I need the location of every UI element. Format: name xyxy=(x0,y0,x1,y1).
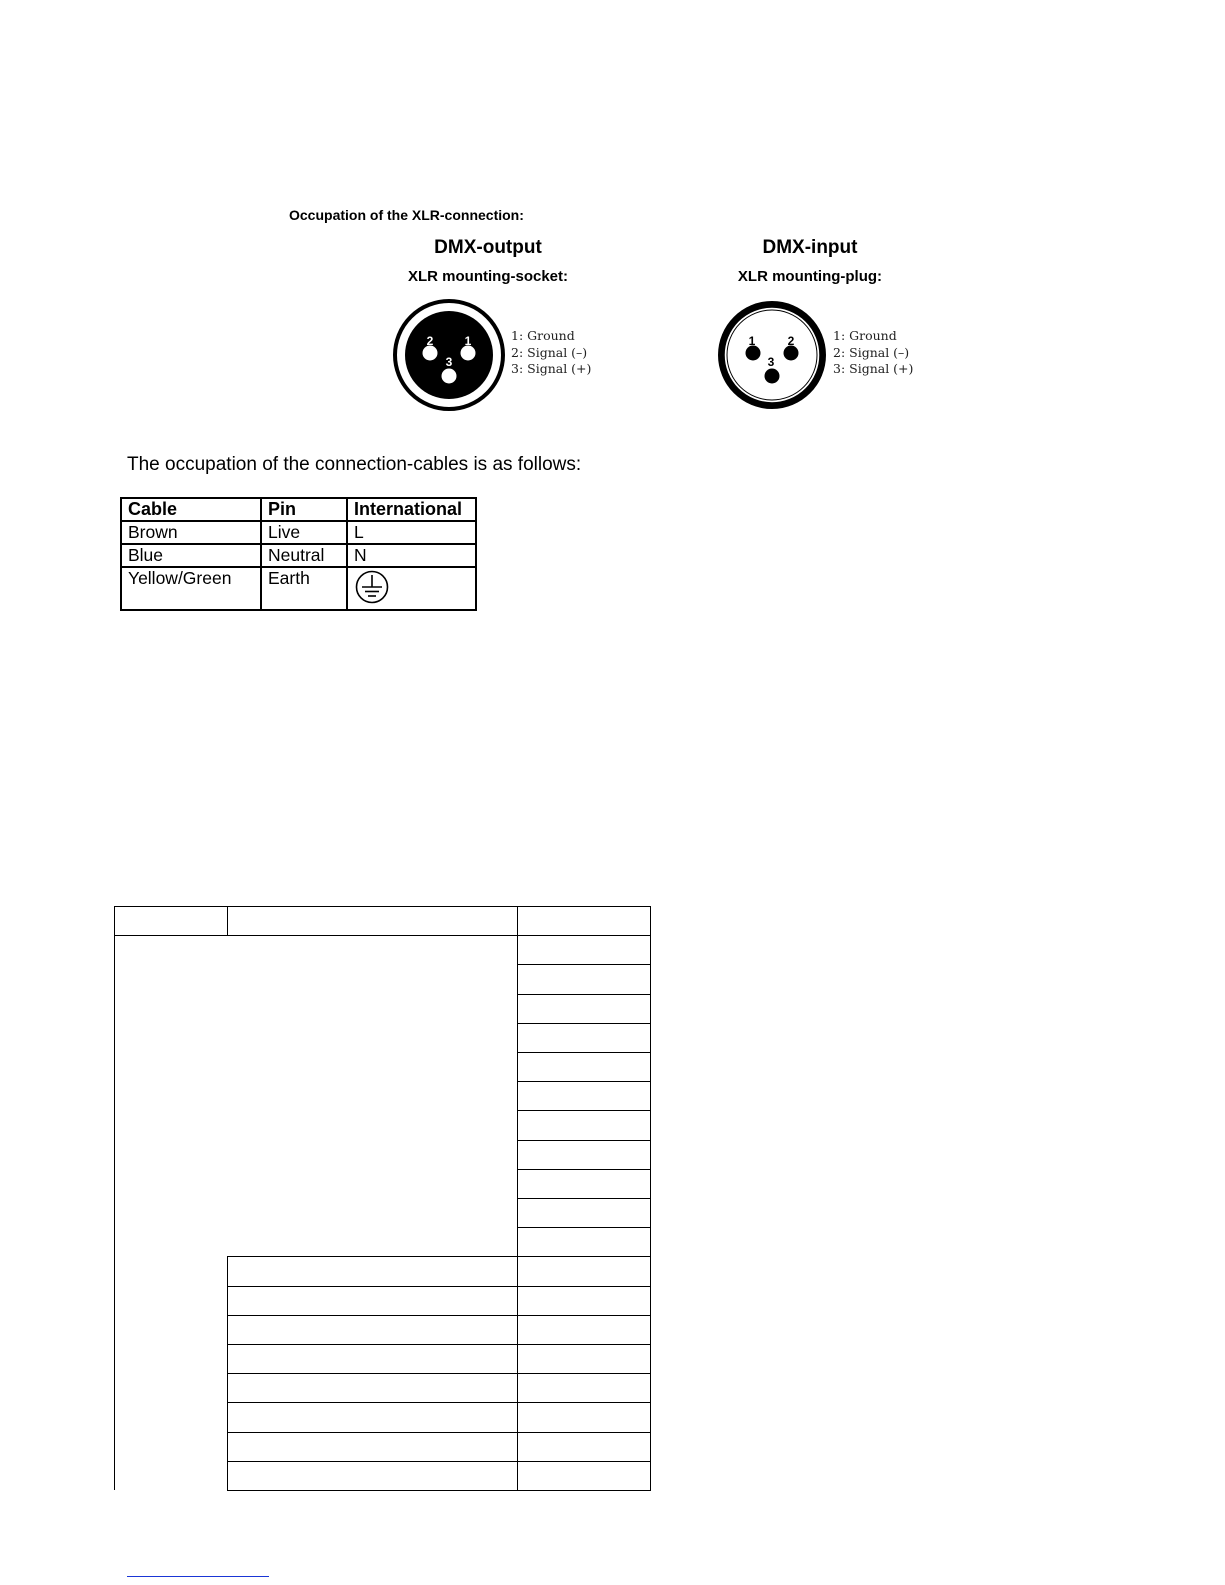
cell-cable: Brown xyxy=(121,521,261,544)
grid-rule xyxy=(227,1432,517,1433)
grid-rule-col1-header xyxy=(227,906,228,935)
grid-rule xyxy=(517,1052,651,1053)
grid-rule xyxy=(517,935,651,936)
dmx-output-subtitle: XLR mounting-socket: xyxy=(408,268,568,285)
table-row xyxy=(121,521,476,544)
grid-rule xyxy=(227,1286,517,1287)
dmx-output-title: DMX-output xyxy=(434,237,542,258)
grid-rule xyxy=(517,1373,651,1374)
column-header-cable: Cable xyxy=(121,498,261,521)
table-header-row xyxy=(121,498,476,521)
input-pin-legend xyxy=(833,328,913,378)
grid-rule-header-bottom xyxy=(114,935,517,936)
legend-signal-plus: 3: Signal (+) xyxy=(511,361,592,376)
grid-rule-top xyxy=(114,906,651,907)
grid-rule xyxy=(517,1402,651,1403)
dmx-input-title: DMX-input xyxy=(762,237,858,258)
grid-rule xyxy=(227,1402,517,1403)
socket-pin-3: 3 xyxy=(445,355,453,369)
grid-rule xyxy=(517,1315,651,1316)
cell-cable: Blue xyxy=(121,544,261,567)
grid-rule xyxy=(517,1490,651,1491)
plug-pin-1: 1 xyxy=(748,334,756,348)
grid-rule xyxy=(517,1140,651,1141)
cables-heading: The occupation of the connection-cables is as follows: xyxy=(127,454,582,475)
plug-pin-3: 3 xyxy=(767,355,775,369)
footer-link-underline xyxy=(127,1576,269,1577)
protective-earth-icon xyxy=(354,570,390,604)
cell-pin: Neutral xyxy=(261,544,347,567)
grid-rule xyxy=(517,1198,651,1199)
grid-rule xyxy=(517,1344,651,1345)
legend-ground: 1: Ground xyxy=(511,328,575,343)
dmx-input-subtitle: XLR mounting-plug: xyxy=(737,268,883,285)
grid-rule xyxy=(517,1110,651,1111)
xlr-heading: Occupation of the XLR-connection: xyxy=(289,207,524,223)
plug-pin-2: 2 xyxy=(787,334,795,348)
xlr-plug-diagram xyxy=(716,298,828,412)
grid-rule xyxy=(517,1023,651,1024)
column-header-international: International xyxy=(347,498,476,521)
output-pin-legend xyxy=(511,328,591,378)
cell-pin: Live xyxy=(261,521,347,544)
table-row xyxy=(121,544,476,567)
legend-ground: 1: Ground xyxy=(833,328,897,343)
grid-rule xyxy=(517,1081,651,1082)
grid-rule xyxy=(517,1169,651,1170)
cell-international: L xyxy=(347,521,476,544)
grid-rule xyxy=(517,1286,651,1287)
grid-rule xyxy=(227,1490,517,1491)
legend-signal-minus: 2: Signal (–) xyxy=(511,344,588,360)
socket-pin-1: 1 xyxy=(464,334,472,348)
cables-table xyxy=(120,497,477,611)
grid-rule xyxy=(517,1432,651,1433)
grid-rule xyxy=(227,1461,517,1462)
grid-rule xyxy=(227,1373,517,1374)
grid-rule xyxy=(227,1315,517,1316)
grid-rule xyxy=(517,1461,651,1462)
column-header-pin: Pin xyxy=(261,498,347,521)
legend-signal-plus: 3: Signal (+) xyxy=(833,361,914,376)
table-row xyxy=(121,567,476,610)
cell-cable: Yellow/Green xyxy=(121,567,261,610)
grid-rule xyxy=(517,994,651,995)
grid-rule xyxy=(517,1256,651,1257)
xlr-socket-diagram xyxy=(393,298,505,412)
cell-international xyxy=(347,567,476,610)
grid-rule xyxy=(227,1344,517,1345)
grid-rule xyxy=(227,1256,517,1257)
grid-rule xyxy=(517,964,651,965)
cell-international: N xyxy=(347,544,476,567)
legend-signal-minus: 2: Signal (–) xyxy=(833,344,910,360)
cell-pin: Earth xyxy=(261,567,347,610)
grid-rule xyxy=(517,1227,651,1228)
socket-pin-2: 2 xyxy=(426,334,434,348)
grid-rule-left xyxy=(114,906,115,1490)
